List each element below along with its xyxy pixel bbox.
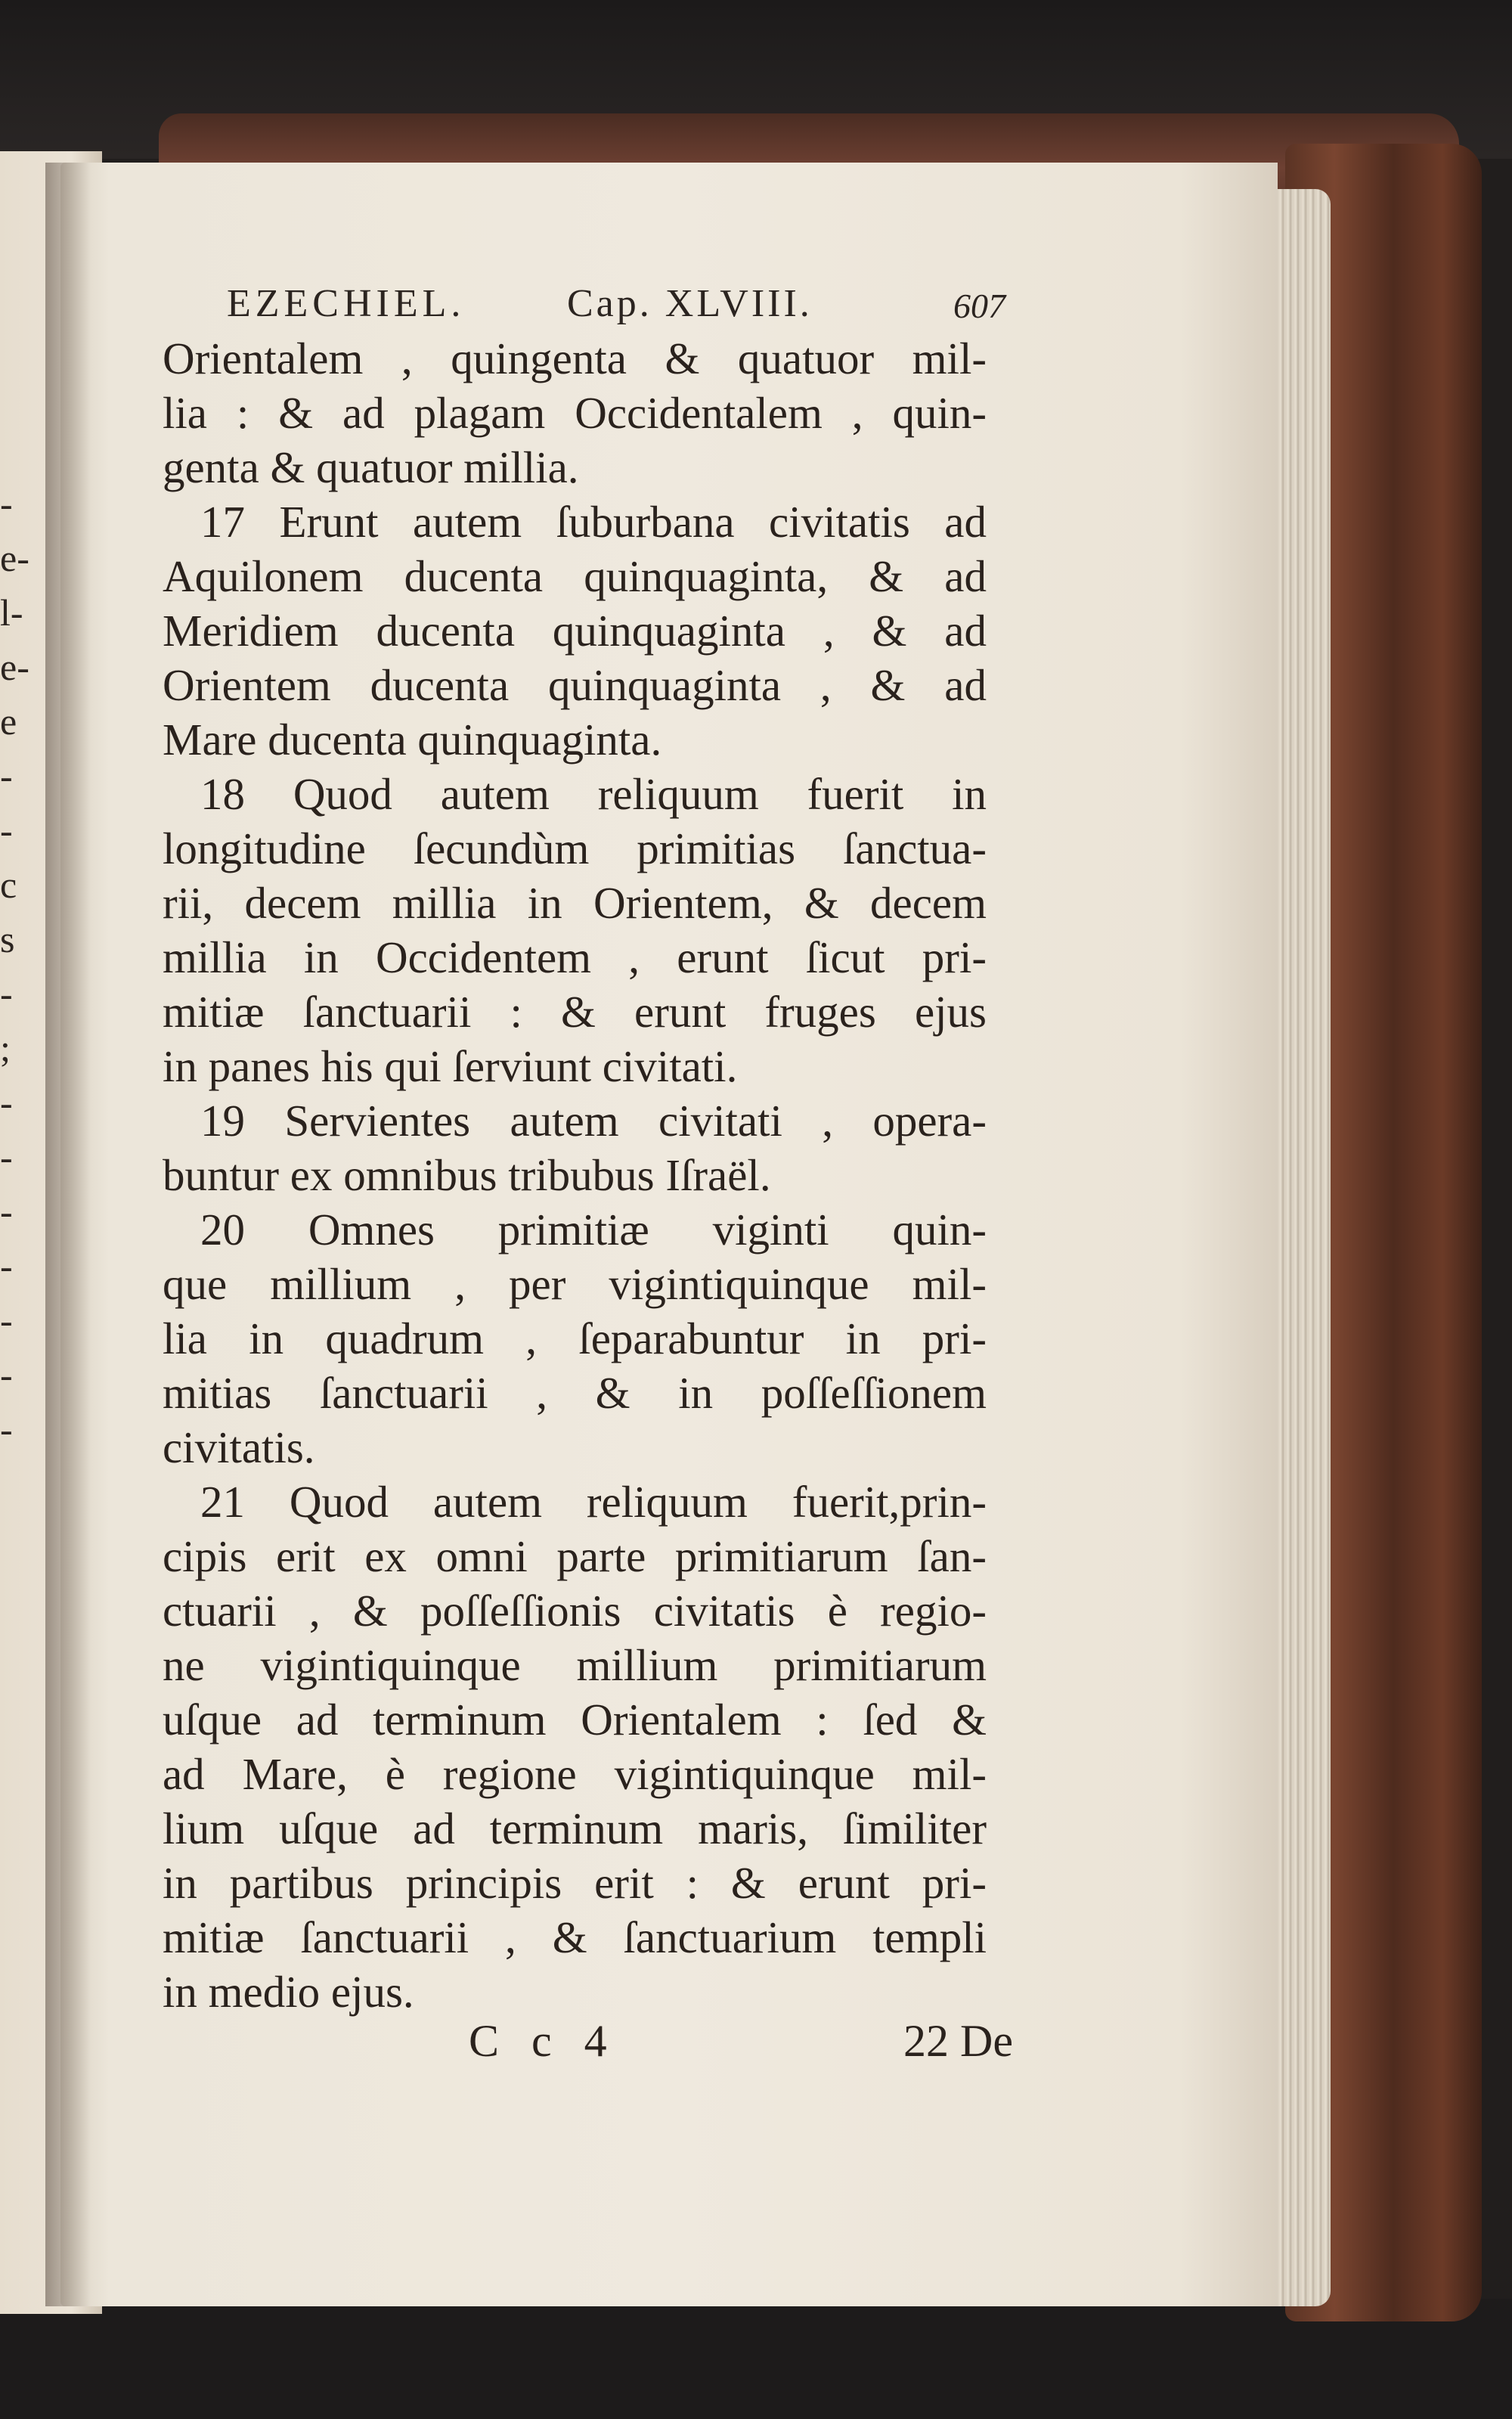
- verse-line: 21 Quod autem reliquum fuerit,prin-: [200, 1477, 987, 1527]
- left-fragment: -: [0, 1081, 13, 1124]
- left-fragment: c: [0, 864, 17, 906]
- text-line: que millium , per vigintiquinque mil-: [163, 1259, 987, 1309]
- text-line: buntur ex omnibus tribubus Iſraël.: [163, 1150, 771, 1200]
- left-fragment: e: [0, 700, 17, 743]
- verse-line: 18 Quod autem reliquum fuerit in: [200, 769, 987, 819]
- text-line: Orientalem , quingenta & quatuor mil-: [163, 333, 987, 383]
- text-line: lium uſque ad terminum maris, ſimiliter: [163, 1803, 987, 1853]
- running-title: EZECHIEL.: [227, 282, 466, 325]
- text-line: ad Mare, è regione vigintiquinque mil-: [163, 1749, 987, 1799]
- left-fragment: -: [0, 1245, 13, 1287]
- backdrop-bottom: [0, 2299, 1512, 2419]
- text-line: lia : & ad plagam Occidentalem , quin-: [163, 388, 987, 438]
- page-footer: [469, 2015, 1013, 2076]
- text-line: in panes his qui ſerviunt civitati.: [163, 1041, 738, 1091]
- text-line: Aquilonem ducenta quinquaginta, & ad: [163, 551, 987, 601]
- left-fragment: -: [0, 809, 13, 851]
- text-line: mitiæ ſanctuarii : & erunt fruges ejus: [163, 987, 987, 1037]
- left-fragment: s: [0, 918, 15, 960]
- left-fragment: -: [0, 755, 13, 797]
- body-text: [163, 331, 987, 2019]
- text-line: uſque ad terminum Orientalem : ſed &: [163, 1695, 987, 1744]
- left-fragment: -: [0, 1190, 13, 1233]
- text-line: in medio ejus.: [163, 1967, 414, 2017]
- verse-line: 20 Omnes primitiæ viginti quin-: [200, 1205, 987, 1254]
- left-fragment: e-: [0, 537, 29, 579]
- left-fragment: l-: [0, 591, 23, 634]
- left-fragment: -: [0, 1136, 13, 1178]
- catchword: 22 De: [903, 2016, 1013, 2066]
- text-line: lia in quadrum , ſeparabuntur in pri-: [163, 1313, 987, 1363]
- verse-line: 19 Servientes autem civitati , opera-: [200, 1096, 987, 1146]
- text-line: ctuarii , & poſſeſſionis civitatis è regio-: [163, 1586, 987, 1636]
- text-line: millia in Occidentem , erunt ſicut pri-: [163, 932, 987, 982]
- text-line: mitiæ ſanctuarii , & ſanctuarium templi: [163, 1912, 987, 1962]
- text-line: ne vigintiquinque millium primitiarum: [163, 1640, 987, 1690]
- text-line: genta & quatuor millia.: [163, 442, 579, 492]
- verse-line: 17 Erunt autem ſuburbana civitatis ad: [200, 497, 987, 547]
- text-line: in partibus principis erit : & erunt pri-: [163, 1858, 987, 1908]
- chapter-title: Cap. XLVIII.: [567, 282, 813, 325]
- left-fragment: -: [0, 1354, 13, 1396]
- left-fragment: -: [0, 972, 13, 1015]
- left-fragment: e-: [0, 646, 29, 688]
- text-line: cipis erit ex omni parte primitiarum ſan-: [163, 1531, 987, 1581]
- text-line: civitatis.: [163, 1422, 315, 1472]
- page-header: [227, 281, 1005, 334]
- text-line: longitudine ſecundùm primitias ſanctua-: [163, 823, 987, 873]
- signature-mark: C c 4: [469, 2016, 618, 2066]
- gutter-shadow: [45, 163, 91, 2306]
- left-fragment: ;: [0, 1027, 11, 1069]
- page-number: 607: [953, 287, 1005, 325]
- left-fragment: -: [0, 1408, 13, 1450]
- text-line: Mare ducenta quinquaginta.: [163, 715, 662, 764]
- text-line: mitias ſanctuarii , & in poſſeſſionem: [163, 1368, 987, 1418]
- left-fragment: -: [0, 1299, 13, 1341]
- left-page-fragments: [0, 476, 30, 1456]
- text-line: rii, decem millia in Orientem, & decem: [163, 878, 987, 928]
- text-line: Meridiem ducenta quinquaginta , & ad: [163, 606, 987, 656]
- text-line: Orientem ducenta quinquaginta , & ad: [163, 660, 987, 710]
- left-fragment: -: [0, 482, 13, 525]
